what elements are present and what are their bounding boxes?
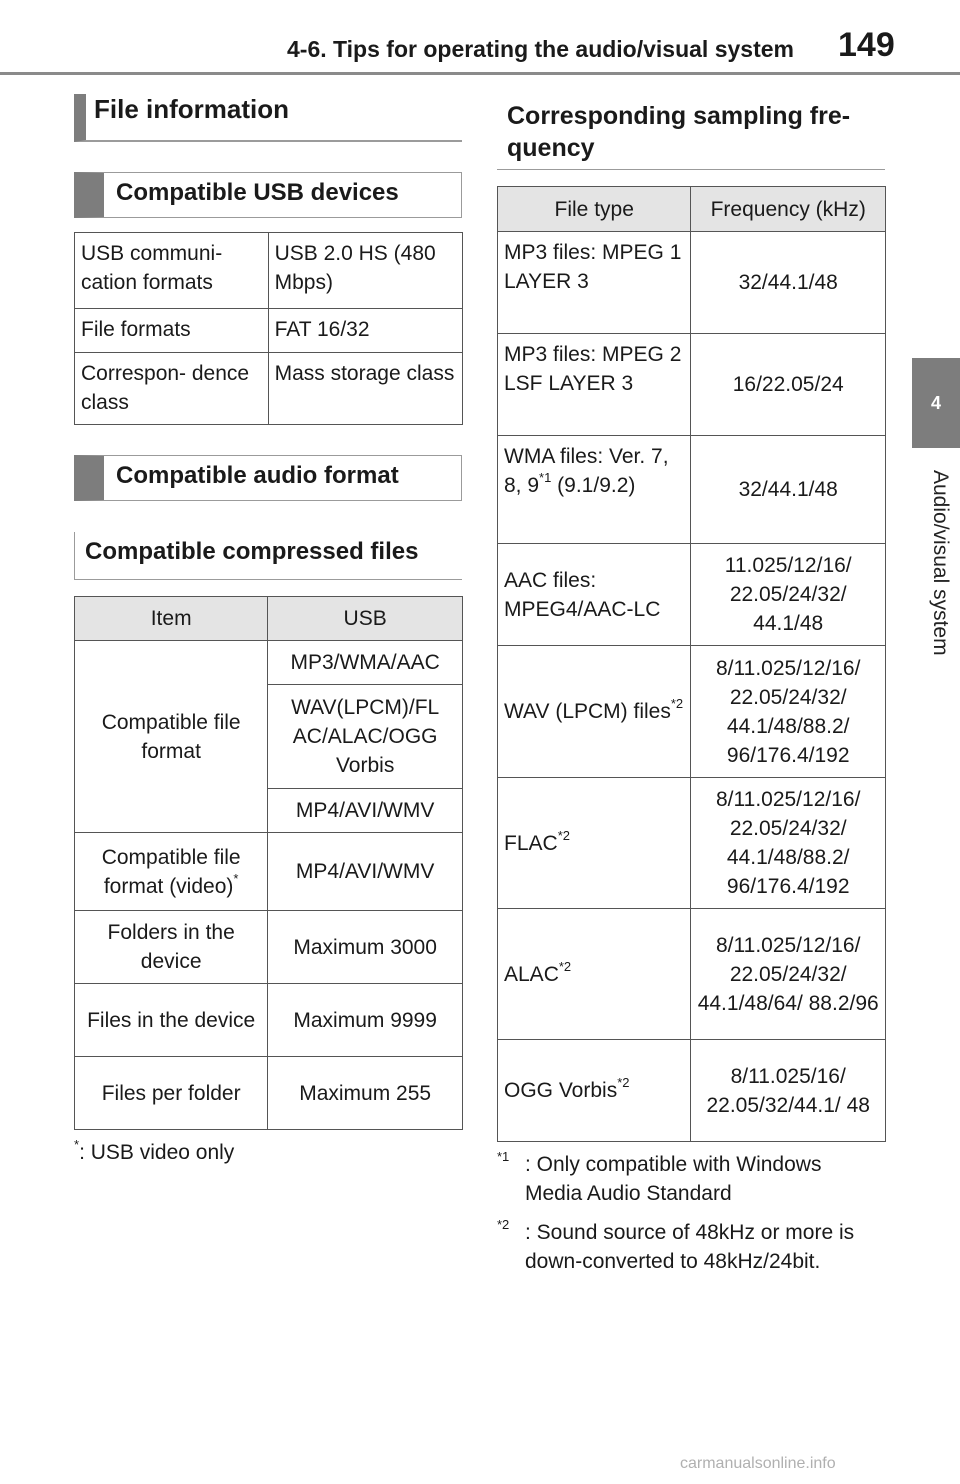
column-header: File type (498, 187, 691, 232)
footnote-mark-text: *1 (497, 1149, 510, 1164)
table-row (498, 232, 886, 334)
table-row (75, 833, 463, 911)
cell-text: FLAC (504, 831, 558, 855)
table-cell: 32/44.1/48 (691, 232, 886, 334)
chapter-tab: 4 (912, 358, 960, 448)
usb-devices-table (74, 232, 463, 425)
table-row (498, 909, 886, 1040)
cell-text: OGG Vorbis (504, 1079, 618, 1102)
footnote-mark (497, 1218, 525, 1276)
footnote-mark: *2 (558, 958, 572, 974)
table-cell: MP4/AVI/WMV (268, 789, 463, 833)
table-cell: Files per folder (75, 1057, 268, 1130)
footnote-text: : Sound source of 48kHz or more is down-converted to 48kHz/24bit. (525, 1221, 855, 1273)
table-cell: 11.025/12/16/ 22.05/24/32/ 44.1/48 (691, 544, 886, 646)
audio-format-title: Compatible audio format (74, 455, 462, 501)
sampling-frequency-title: Corresponding sampling fre- quency (497, 94, 885, 170)
table-cell: 8/11.025/16/ 22.05/32/44.1/ 48 (691, 1040, 886, 1142)
table-cell: MP3/WMA/AAC (268, 641, 463, 685)
column-header: Item (75, 597, 268, 641)
column-header: USB (268, 597, 463, 641)
table-cell: MP4/AVI/WMV (268, 833, 463, 911)
table-cell: Mass storage class (268, 353, 462, 425)
footnote-mark (497, 1150, 525, 1208)
table-cell: FAT 16/32 (268, 309, 462, 353)
cell-text: WMA files: Ver. 7, 8, 9 (504, 445, 669, 497)
table-row (498, 1040, 886, 1142)
cell-text: ALAC (504, 962, 559, 986)
table-header-row (498, 187, 886, 232)
footnote-text: : Only compatible with Windows Media Audio Standard (525, 1153, 822, 1205)
compressed-files-table (74, 596, 463, 1130)
column-header: Frequency (kHz) (691, 187, 886, 232)
table-cell: File formats (75, 309, 269, 353)
table-row (75, 309, 463, 353)
table-cell: AAC files: MPEG4/AAC-LC (498, 544, 691, 646)
table-row (75, 641, 463, 685)
table-row (498, 334, 886, 436)
table-cell: WAV(LPCM)/FL AC/ALAC/OGG Vorbis (268, 685, 463, 789)
table-cell: 8/11.025/12/16/ 22.05/24/32/ 44.1/48/88.2/ 96/176.4/192 (691, 778, 886, 909)
table-row (498, 544, 886, 646)
table-cell (498, 909, 691, 1040)
table-row (498, 778, 886, 909)
table-row (75, 353, 463, 425)
watermark: carmanualsonline.info (680, 1455, 836, 1472)
chapter-side-label: Audio/visual system (929, 470, 952, 656)
footnote-mark: * (233, 870, 239, 886)
table-cell (75, 833, 268, 911)
table-cell: 16/22.05/24 (691, 334, 886, 436)
footnote-mark-text: *2 (497, 1217, 510, 1232)
table-row (75, 233, 463, 309)
table-cell: Maximum 255 (268, 1057, 463, 1130)
footnote-2 (497, 1218, 877, 1276)
chapter-title: 4-6. Tips for operating the audio/visual system (287, 36, 794, 62)
table-row (498, 646, 886, 778)
table-cell: Folders in the device (75, 911, 268, 984)
sampling-frequency-table (497, 186, 886, 1142)
note-text: : USB video only (79, 1141, 235, 1164)
table-cell: Files in the device (75, 984, 268, 1057)
usb-video-note (74, 1138, 234, 1167)
table-cell: MP3 files: MPEG 1 LAYER 3 (498, 232, 691, 334)
cell-text: Compatible file format (video) (101, 845, 241, 898)
header-rule (0, 72, 960, 75)
table-cell (498, 646, 691, 778)
table-cell: Correspon- dence class (75, 353, 269, 425)
cell-text: (9.1/9.2) (557, 474, 636, 497)
table-cell (498, 1040, 691, 1142)
cell-text: WAV (LPCM) files (504, 700, 671, 723)
table-cell: Compatible file format (75, 641, 268, 833)
table-row (498, 436, 886, 544)
table-cell: MP3 files: MPEG 2 LSF LAYER 3 (498, 334, 691, 436)
footnote-mark: *1 (539, 470, 552, 485)
table-cell: 8/11.025/12/16/ 22.05/24/32/ 44.1/48/64/ 88.2/96 (691, 909, 886, 1040)
table-cell: USB 2.0 HS (480 Mbps) (268, 233, 462, 309)
footnote-mark: *2 (670, 696, 684, 711)
table-cell: USB communi- cation formats (75, 233, 269, 309)
table-row (75, 911, 463, 984)
table-row (75, 984, 463, 1057)
table-cell: Maximum 9999 (268, 984, 463, 1057)
table-cell: 32/44.1/48 (691, 436, 886, 544)
table-cell (498, 436, 691, 544)
usb-devices-title: Compatible USB devices (74, 172, 462, 218)
footnote-1 (497, 1150, 877, 1208)
page-number: 149 (838, 26, 895, 64)
table-header-row (75, 597, 463, 641)
table-cell: 8/11.025/12/16/ 22.05/24/32/ 44.1/48/88.2/ 96/176.4/192 (691, 646, 886, 778)
table-cell: Maximum 3000 (268, 911, 463, 984)
footnote-mark: *2 (557, 827, 570, 843)
compressed-files-title: Compatible compressed files (74, 532, 462, 580)
footnote-mark: *2 (617, 1075, 630, 1090)
file-information-title: File information (74, 94, 462, 142)
table-row (75, 1057, 463, 1130)
table-cell (498, 778, 691, 909)
footnote-mark: * (74, 1137, 80, 1152)
